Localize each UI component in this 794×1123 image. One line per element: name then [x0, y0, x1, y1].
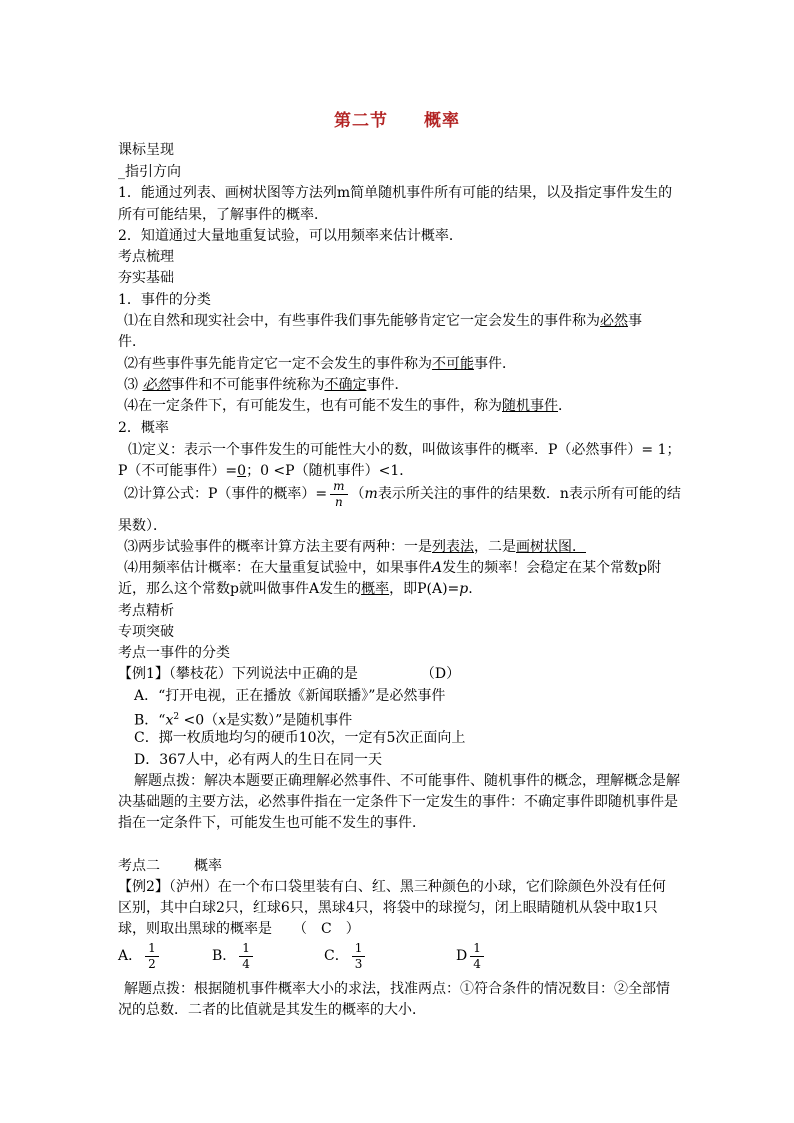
heading-basics: 夯实基础	[118, 270, 174, 286]
example-1-question: 【例1】（攀枝花）下列说法中正确的是 （D）	[118, 666, 461, 682]
heading-practice: 专项突破	[118, 624, 174, 640]
title-part-2: 概率	[424, 111, 460, 131]
fraction-1-4-d: $\frac{1}{4}$	[470, 941, 484, 972]
event-item-1-cont: 件．	[118, 334, 146, 350]
blank-certain-2: 必然	[142, 377, 171, 393]
example-1-tip-line-3: 指在一定条件下，可能发生也可能不发生的事件．	[118, 815, 426, 831]
event-item-4: ⑷在一定条件下，有可能发生，也有可能不发生的事件，称为随机事件．	[124, 398, 572, 414]
frequency-line-1: ⑷用频率估计概率：在大量重复试验中，如果事件A发生的频率！会稳定在某个常数p附	[124, 560, 662, 576]
event-item-2: ⑵有些事件事先能肯定它一定不会发生的事件称为不可能事件．	[124, 356, 516, 372]
goal-1-line-1: 1．能通过列表、画树状图等方法列m简单随机事件所有可能的结果，以及指定事件发生的	[118, 185, 673, 201]
example-2-option-d: D $\frac{1}{4}$	[456, 938, 487, 974]
blank-random-event: 随机事件	[502, 398, 558, 414]
blank-list-method: 列表法	[432, 539, 474, 555]
example-2-line-3: 球，则取出黑球的概率是 （ C ）	[118, 921, 360, 937]
event-item-1: ⑴在自然和现实社会中，有些事件我们事先能够肯定它一定会发生的事件称为必然事	[124, 313, 642, 329]
heading-topic-1: 考点一事件的分类	[118, 645, 230, 661]
two-step-methods: ⑶两步试验事件的概率计算方法主要有两种：一是列表法，二是画树状图．	[124, 539, 586, 555]
example-1-option-c: C．掷一枚质地均匀的硬币10次，一定有5次正面向上	[134, 730, 466, 746]
blank-uncertain: 不确定	[324, 377, 367, 393]
title-part-1: 第二节	[334, 111, 388, 131]
section-event-classification: 1．事件的分类	[118, 292, 211, 308]
example-1-option-b: B．“$x^2 <0(x$是实数）”是随机事件	[134, 712, 353, 729]
heading-analysis: 考点精析	[118, 603, 174, 619]
blank-tree-diagram: 画树状图．	[516, 539, 586, 555]
blank-probability: 概率	[361, 581, 390, 597]
fraction-1-3: $\frac{1}{3}$	[352, 941, 366, 972]
section-probability: 2．概率	[118, 420, 169, 436]
event-item-3: ⑶ 必然事件和不可能事件统称为不确定事件．	[124, 377, 409, 393]
example-1-tip-line-2: 决基础题的主要方法，必然事件指在一定条件下一定发生的事件：不确定事件即随机事件是	[118, 794, 678, 810]
fraction-m-over-n: $\frac{m}{n}$	[330, 479, 347, 510]
goal-2: 2．知道通过大量地重复试验，可以用频率来估计概率．	[118, 228, 463, 244]
formula-line: ⑵计算公式：P（事件的概率）= $\frac{m}{n}$ （m表示所关注的事件的结果数．n表示所有可能的结	[124, 478, 681, 509]
heading-guidance: _指引方向	[118, 164, 181, 180]
heading-key-points: 考点梳理	[118, 249, 174, 265]
example-2-options	[118, 938, 618, 974]
example-2-option-c: C． $\frac{1}{3}$	[324, 938, 368, 974]
example-2-line-2: 区别，其中白球2只，红球6只，黑球4只，将袋中的球搅匀，闭上眼睛随机从袋中取1只	[118, 900, 658, 916]
example-2-tip-line-1: 解题点拨：根据随机事件概率大小的求法，找准两点：①符合条件的情况数目：②全部情	[124, 981, 670, 997]
example-1-option-d: D．367人中，必有两人的生日在同一天	[134, 752, 382, 768]
goal-1-line-2: 所有可能结果，了解事件的概率．	[118, 207, 328, 223]
example-1-option-a: A．“打开电视，正在播放《新闻联播》”是必然事件	[134, 688, 446, 704]
blank-certain: 必然	[600, 313, 628, 329]
fraction-1-4: $\frac{1}{4}$	[239, 941, 253, 972]
page-title	[0, 106, 794, 131]
definition-line-2: P（不可能事件）=0；0 <P（随机事件）<1．	[118, 463, 414, 479]
example-2-line-1: 【例2】（泸州）在一个布口袋里装有白、红、黑三种颜色的小球，它们除颜色外没有任何	[118, 879, 666, 895]
example-1-tip-line-1: 解题点拨：解决本题要正确理解必然事件、不可能事件、随机事件的概念，理解概念是解	[134, 773, 680, 789]
fraction-1-2: $\frac{1}{2}$	[145, 941, 159, 972]
definition-line-1: ⑴定义：表示一个事件发生的可能性大小的数，叫做该事件的概率．P（必然事件）= 1；	[128, 442, 681, 458]
frequency-line-2: 近，那么这个常数p就叫做事件A发生的概率，即P(A)=p.	[118, 581, 473, 597]
example-2-tip-line-2: 况的总数．二者的比值就是其发生的概率的大小．	[118, 1002, 426, 1018]
heading-curriculum: 课标呈现	[118, 142, 174, 158]
example-2-option-b: B． $\frac{1}{4}$	[212, 938, 256, 974]
blank-impossible: 不可能	[432, 356, 474, 372]
heading-topic-2: 考点二 概率	[118, 858, 222, 874]
blank-zero: 0	[237, 463, 247, 479]
example-2-option-a: A． $\frac{1}{2}$	[118, 938, 162, 974]
formula-line-cont: 果数）．	[118, 518, 167, 534]
